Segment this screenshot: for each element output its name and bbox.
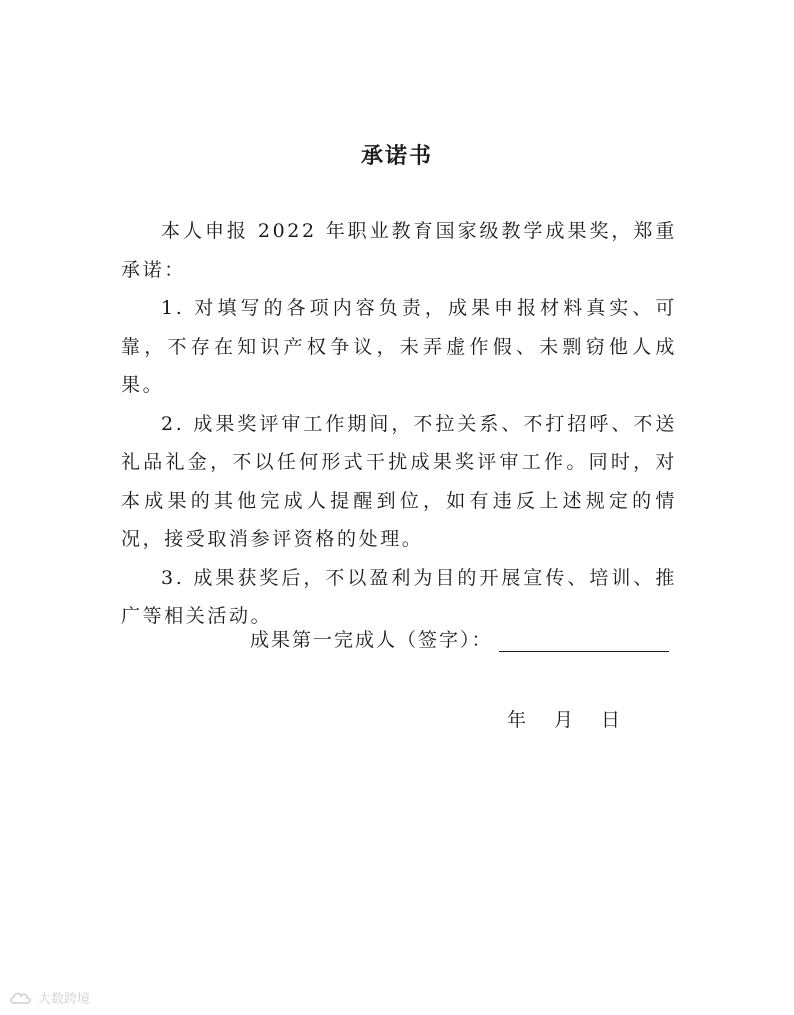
date-month-label: 月 (554, 709, 574, 731)
watermark-text: 大数跨境 (38, 992, 91, 1007)
paragraph-item-2: 2. 成果奖评审工作期间，不拉关系、不打招呼、不送礼品礼金，不以任何形式干扰成果奖评审工作。同时，对本成果的其他完成人提醒到位，如有违反上述规定的情况，接受取消参评资格的处理。 (121, 412, 677, 550)
document-body (121, 212, 677, 636)
signature-label: 成果第一完成人（签字）： (250, 629, 493, 651)
paragraph-item-3: 3. 成果获奖后，不以盈利为目的开展宣传、培训、推广等相关活动。 (121, 566, 677, 627)
signature-line (499, 627, 669, 652)
signature-block (250, 625, 669, 652)
paragraph-item-1: 1. 对填写的各项内容负责，成果申报材料真实、可靠，不存在知识产权争议，未弄虚作假、未剽窃他人成果。 (121, 297, 677, 396)
watermark (8, 988, 90, 1010)
paragraph-intro: 本人申报 2022 年职业教育国家级教学成果奖，郑重承诺： (121, 220, 677, 281)
cloud-logo-icon (8, 990, 34, 1010)
date-day-label: 日 (601, 709, 621, 731)
document-title: 承诺书 (360, 143, 433, 169)
date-year-label: 年 (507, 709, 527, 731)
date-block (507, 705, 620, 732)
